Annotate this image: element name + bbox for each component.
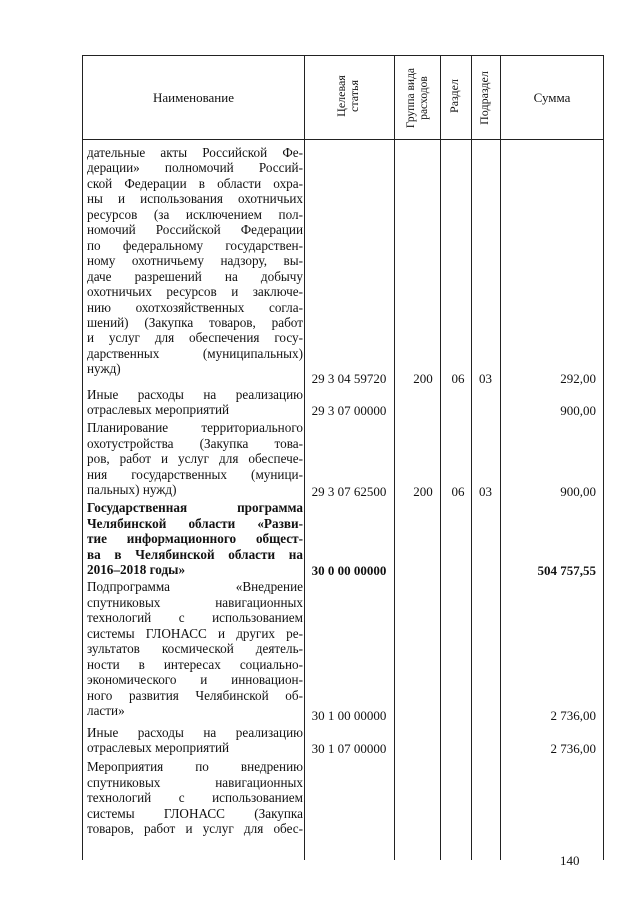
row-0-line-8: даче разрешений на добычу xyxy=(87,269,303,284)
row-0-line-11: шений) (Закупка товаров, работ xyxy=(87,315,303,330)
row-3-sum: 504 757,55 xyxy=(537,563,596,578)
row-3-line-0: Государственная программа xyxy=(87,500,303,515)
header-target xyxy=(335,64,361,128)
row-2-line-2: ров, работ и услуг для обеспече- xyxy=(87,451,303,466)
header-section-text: Раздел xyxy=(447,79,461,113)
row-2-sum: 900,00 xyxy=(560,484,596,499)
row-2-line-4: пальных) нужд) xyxy=(87,482,177,497)
row-0-sum: 292,00 xyxy=(560,371,596,386)
row-5-sum: 2 736,00 xyxy=(550,741,596,756)
row-0-line-10: нию охотхозяйственных согла- xyxy=(87,300,303,315)
header-bottom-border xyxy=(82,139,604,140)
row-2-code: 29 3 07 62500 xyxy=(311,484,387,499)
row-3-line-4: 2016–2018 годы» xyxy=(87,562,186,577)
header-section xyxy=(448,70,461,122)
column-border-name xyxy=(304,55,305,860)
row-0-line-2: ской Федерации в области охра- xyxy=(87,176,303,191)
row-4-line-4: зультатов космической деятель- xyxy=(87,641,303,656)
row-6-line-0: Мероприятия по внедрению xyxy=(87,759,303,774)
header-subsection xyxy=(478,64,491,132)
column-border-right xyxy=(603,55,604,860)
row-6-line-3: системы ГЛОНАСС (Закупка xyxy=(87,806,303,821)
column-border-code xyxy=(394,55,395,860)
row-0-line-9: охотничьих ресурсов и заключе- xyxy=(87,284,303,299)
row-4-line-7: ного развития Челябинской об- xyxy=(87,688,303,703)
row-0-line-14: нужд) xyxy=(87,361,121,376)
column-border-group xyxy=(440,55,441,860)
row-2-subsection: 03 xyxy=(479,484,492,499)
row-1-line-1: отраслевых мероприятий xyxy=(87,402,230,417)
row-4-line-0: Подпрограмма «Внедрение xyxy=(87,579,303,594)
row-0-line-0: дательные акты Российской Фе- xyxy=(87,145,303,160)
row-1-line-0: Иные расходы на реализацию xyxy=(87,387,303,402)
row-3-line-3: ва в Челябинской области на xyxy=(87,547,303,562)
page-number: 140 xyxy=(560,853,580,868)
row-6-line-1: спутниковых навигационных xyxy=(87,775,303,790)
row-4-code: 30 1 00 00000 xyxy=(311,708,387,723)
row-0-line-7: ному охотничьему надзору, вы- xyxy=(87,253,303,268)
column-border-left xyxy=(82,55,83,860)
row-2-section: 06 xyxy=(451,484,465,499)
row-4-line-1: спутниковых навигационных xyxy=(87,595,303,610)
column-border-subsection xyxy=(500,55,501,860)
row-3-code: 30 0 00 00000 xyxy=(311,563,387,578)
row-4-line-2: технологий с использованием xyxy=(87,610,303,625)
row-0-line-3: ны и использования охотничьих xyxy=(87,191,303,206)
row-0-line-1: дерации» полномочий Россий- xyxy=(87,160,303,175)
row-4-sum: 2 736,00 xyxy=(550,708,596,723)
row-0-line-12: и услуг для обеспечения госу- xyxy=(87,330,303,345)
row-0-group: 200 xyxy=(413,371,433,386)
row-0-section: 06 xyxy=(451,371,465,386)
row-0-line-6: по федеральному государствен- xyxy=(87,238,303,253)
header-subsection-text: Подраздел xyxy=(477,71,491,125)
row-1-sum: 900,00 xyxy=(560,403,596,418)
row-2-line-0: Планирование территориального xyxy=(87,420,303,435)
header-sum: Сумма xyxy=(533,90,571,105)
row-0-line-4: ресурсов (за исключением пол- xyxy=(87,207,303,222)
row-2-line-1: охотустройства (Закупка това- xyxy=(87,436,303,451)
row-3-line-2: тие информационного общест- xyxy=(87,531,303,546)
row-4-line-5: ности в интересах социально- xyxy=(87,657,303,672)
header-name: Наименование xyxy=(153,90,234,105)
row-0-subsection: 03 xyxy=(479,371,492,386)
row-6-line-2: технологий с использованием xyxy=(87,790,303,805)
row-2-line-3: ния государственных (муници- xyxy=(87,467,303,482)
row-3-line-1: Челябинской области «Разви- xyxy=(87,516,303,531)
row-2-group: 200 xyxy=(413,484,433,499)
row-0-line-13: дарственных (муниципальных) xyxy=(87,346,303,361)
header-target-text: Целевая статья xyxy=(334,75,361,117)
row-0-code: 29 3 04 59720 xyxy=(311,371,387,386)
row-1-code: 29 3 07 00000 xyxy=(311,403,387,418)
header-expense-group-text: Группа вида расходов xyxy=(405,67,430,129)
column-border-section xyxy=(471,55,472,860)
table-top-border xyxy=(82,55,604,56)
row-4-line-8: ласти» xyxy=(87,703,125,718)
header-expense-group xyxy=(405,60,431,136)
row-4-line-6: экономического и инновацион- xyxy=(87,672,303,687)
row-0-line-5: номочий Российской Федерации xyxy=(87,222,303,237)
row-4-line-3: системы ГЛОНАСС и других ре- xyxy=(87,626,303,641)
row-5-code: 30 1 07 00000 xyxy=(311,741,387,756)
row-5-line-1: отраслевых мероприятий xyxy=(87,740,230,755)
row-5-line-0: Иные расходы на реализацию xyxy=(87,725,303,740)
row-6-line-4: товаров, работ и услуг для обес- xyxy=(87,821,303,836)
